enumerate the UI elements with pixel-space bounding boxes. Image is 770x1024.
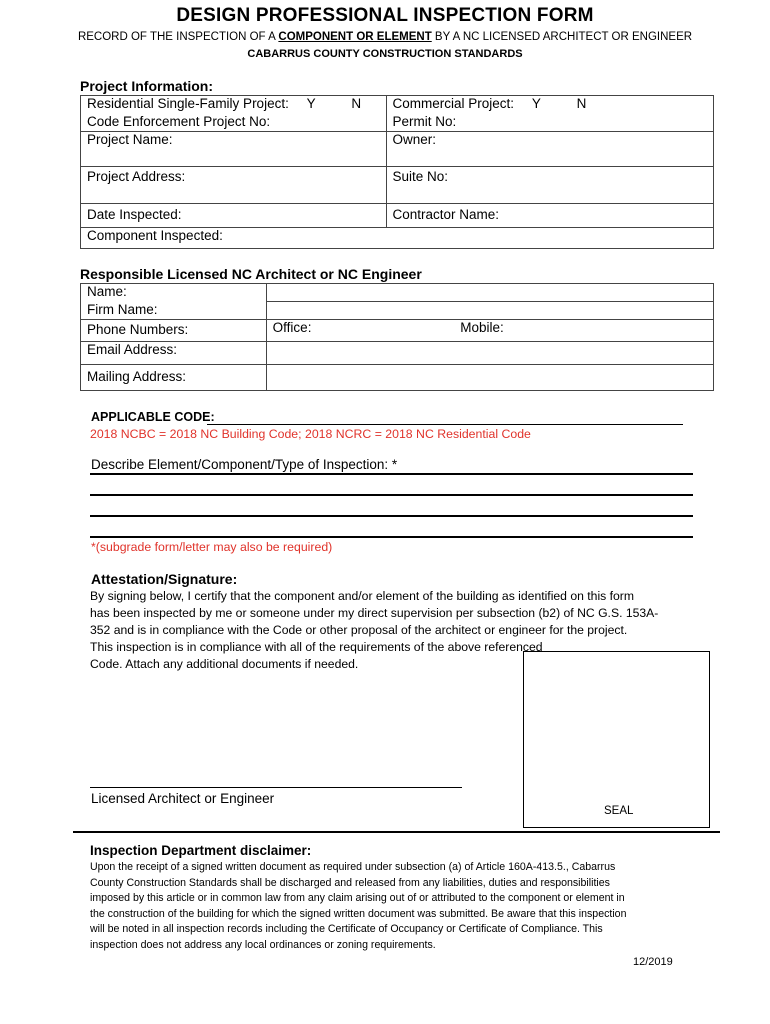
mobile-label: Mobile: [460,320,504,335]
disclaimer-divider [73,831,720,833]
name-input[interactable] [266,284,713,302]
disclaimer-text [90,860,720,954]
project-info-table [80,95,714,249]
attestation-line-1: By signing below, I certify that the component and/or element of the building as identified on this form [90,589,635,603]
component-inspected-field[interactable]: Component Inspected: [81,228,714,249]
name-label: Name: [81,284,267,302]
disclaimer-line-6: inspection does not address any local ordinances or zoning requirements. [90,938,436,951]
email-input[interactable] [266,342,713,365]
firm-name-input[interactable] [266,302,713,320]
residential-label: Residential Single-Family Project: [87,96,289,111]
code-enforcement-field[interactable]: Code Enforcement Project No: [81,114,387,132]
office-label: Office: [272,320,312,335]
date-inspected-field[interactable]: Date Inspected: [81,204,387,228]
commercial-label: Commercial Project: [392,96,515,111]
form-subtitle-county: CABARRUS COUNTY CONSTRUCTION STANDARDS [247,48,523,60]
form-title: DESIGN PROFESSIONAL INSPECTION FORM [176,5,594,26]
disclaimer-line-4: the construction of the building for which the signed written document was submitted. Be aware that this inspection [90,907,627,920]
commercial-yes[interactable]: Y [531,96,541,111]
disclaimer-line-5: will be noted in all inspection records including the Certificate of Occupancy or Certificate of Compliance. This [90,923,603,936]
mailing-label: Mailing Address: [81,365,267,391]
describe-line-3[interactable] [90,515,693,517]
attestation-line-5: Code. Attach any additional documents if needed. [90,657,359,671]
contractor-name-field[interactable]: Contractor Name: [386,204,713,228]
describe-line-2[interactable] [90,494,693,496]
project-name-field[interactable]: Project Name: [81,132,387,167]
form-subtitle [0,31,770,43]
residential-no[interactable]: N [351,96,362,111]
project-info-heading: Project Information: [80,78,214,94]
attestation-line-3: 352 and is in compliance with the Code or other proposal of the architect or engineer for the project. [90,623,628,637]
commercial-no[interactable]: N [576,96,587,111]
professional-table [80,283,714,391]
owner-field[interactable]: Owner: [386,132,713,167]
mailing-input[interactable] [266,365,713,391]
subtitle-emphasis: COMPONENT OR ELEMENT [278,31,432,43]
signature-label: Licensed Architect or Engineer [91,791,275,806]
residential-cell[interactable] [81,96,387,114]
describe-footnote: *(subgrade form/letter may also be required) [91,540,333,554]
code-note: 2018 NCBC = 2018 NC Building Code; 2018 NCRC = 2018 NC Residential Code [90,427,531,441]
permit-no-field[interactable]: Permit No: [386,114,713,132]
disclaimer-line-3: imposed by this article or in common law from any claim arising out of or attributed to the component or element in [90,892,625,905]
disclaimer-heading: Inspection Department disclaimer: [90,843,312,858]
describe-line-4[interactable] [90,536,693,538]
revision-date: 12/2019 [633,956,673,968]
attestation-heading: Attestation/Signature: [91,571,238,587]
disclaimer-line-2: County Construction Standards shall be discharged and released from any liabilities, duties and responsibilities [90,876,610,889]
applicable-code-line[interactable] [207,424,683,425]
phone-input[interactable] [266,320,713,342]
disclaimer-line-1: Upon the receipt of a signed written document as required under subsection (a) of Article 160A-413.5., Cabarrus [90,861,616,873]
residential-yes[interactable]: Y [306,96,316,111]
email-label: Email Address: [81,342,267,365]
applicable-code-label: APPLICABLE CODE: [91,410,215,424]
firm-name-label: Firm Name: [81,302,267,320]
signature-line[interactable] [90,787,462,788]
professional-heading: Responsible Licensed NC Architect or NC Engineer [80,266,422,282]
phone-label: Phone Numbers: [81,320,267,342]
subtitle-post: BY A NC LICENSED ARCHITECT OR ENGINEER [431,31,693,43]
seal-label: SEAL [604,805,634,817]
describe-line-1[interactable] [90,473,693,475]
subtitle-pre: RECORD OF THE INSPECTION OF A [77,31,279,43]
project-address-field[interactable]: Project Address: [81,167,387,204]
commercial-cell[interactable] [386,96,713,114]
describe-label: Describe Element/Component/Type of Inspection: * [91,457,398,472]
attestation-line-4: This inspection is in compliance with all of the requirements of the above referenced [90,640,543,654]
suite-no-field[interactable]: Suite No: [386,167,713,204]
seal-box[interactable] [523,651,710,828]
attestation-line-2: has been inspected by me or someone under my direct supervision per subsection (b2) of NC G.S. 153A- [90,606,659,620]
